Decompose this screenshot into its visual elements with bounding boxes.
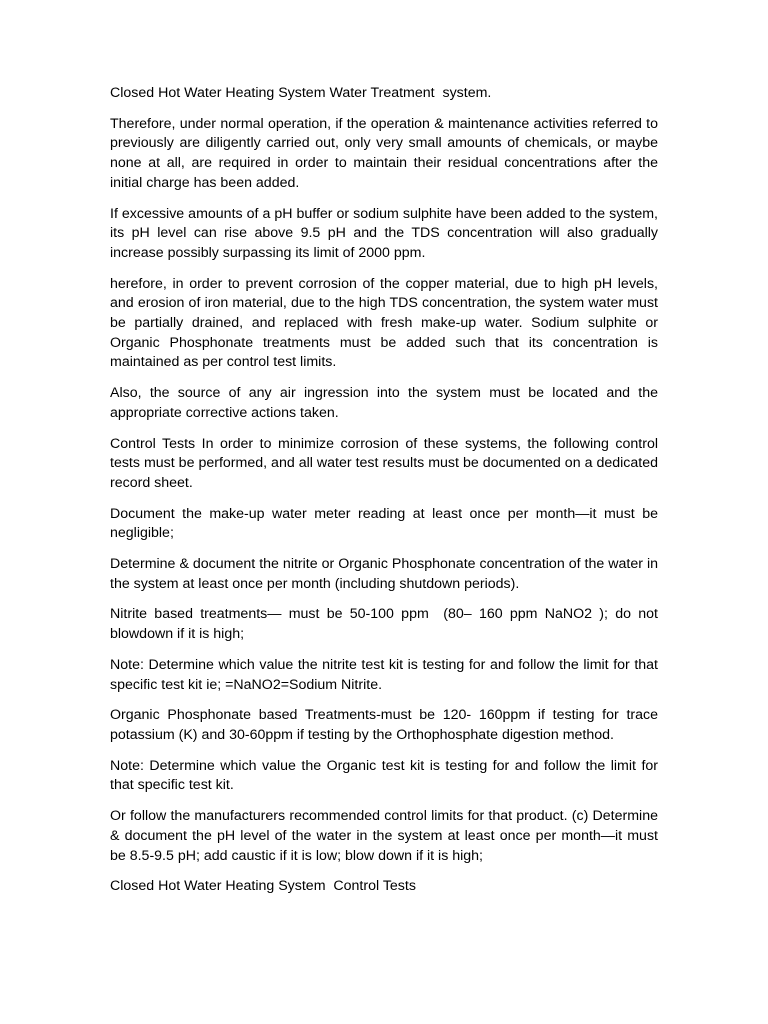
paragraph-nitrite-treatments: Nitrite based treatments— must be 50-100 ppm (80– 160 ppm NaNO2 ); do not blowdown if it is high; [110, 606, 662, 643]
paragraph-organic-note: Note: Determine which value the Organic test kit is testing for and follow the limit for that specific test kit. [110, 757, 662, 794]
document-title: Closed Hot Water Heating System Water Treatment system. [110, 85, 492, 101]
paragraph-organic-phosphonate: Organic Phosphonate based Treatments-must be 120- 160ppm if testing for trace potassium (K) and 30-60ppm if testing by the Orthophosphate digestion method. [110, 707, 662, 743]
paragraph-nitrite-concentration: Determine & document the nitrite or Organic Phosphonate concentration of the water in the system at least once per month (including shutdown periods). [110, 556, 662, 592]
paragraph-control-tests: Control Tests In order to minimize corrosion of these systems, the following control tests must be performed, and all water test results must be documented on a dedicated record sheet. [110, 435, 662, 491]
document-page [110, 84, 662, 908]
paragraph-nitrite-note: Note: Determine which value the nitrite test kit is testing for and follow the limit for that specific test kit ie; =NaNO2=Sodium Nitrite. [110, 656, 662, 693]
paragraph-manufacturer-limits: Or follow the manufacturers recommended control limits for that product. (c) Determine & document the pH level of the water in the system at least once per month—it must be 8.5-9.5 pH; add caustic if it is low; blow down if it is high; [110, 808, 662, 864]
paragraph-meter-reading: Document the make-up water meter reading at least once per month—it must be negligible; [110, 505, 662, 542]
paragraph-normal-operation: Therefore, under normal operation, if the operation & maintenance activities referred to previously are diligently carried out, only very small amounts of chemicals, or maybe none at all, are required in order to maintain their residual concentrations after the initial charge has been added. [110, 115, 662, 191]
paragraph-air-ingression: Also, the source of any air ingression into the system must be located and the appropriate corrective actions taken. [110, 385, 662, 421]
paragraph-prevent-corrosion: herefore, in order to prevent corrosion of the copper material, due to high pH levels, and erosion of iron material, due to the high TDS concentration, the system water must be partially drained, and replaced with fresh make-up water. Sodium sulphite or Organic Phosphonate treatments must be added such that its concentration is maintained as per control test limits. [110, 275, 662, 371]
footer-heading: Closed Hot Water Heating System Control Tests [110, 878, 416, 895]
paragraph-excessive-ph-buffer: If excessive amounts of a pH buffer or sodium sulphite have been added to the system, its pH level can rise above 9.5 pH and the TDS concentration will also gradually increase possibly surpassing its limit of 2000 ppm. [110, 205, 662, 261]
